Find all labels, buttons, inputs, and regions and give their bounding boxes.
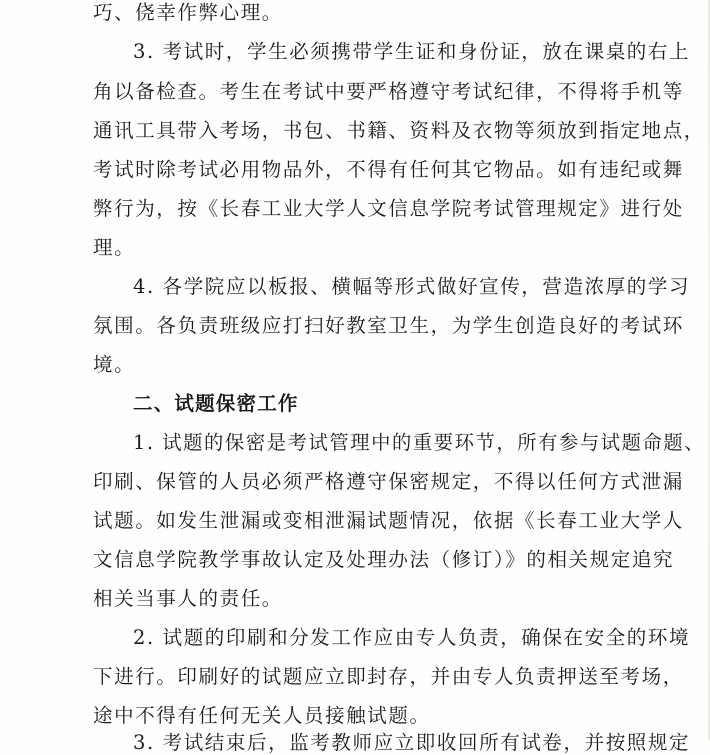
text-line: 试题。如发生泄漏或变相泄漏试题情况，依据《长春工业大学人 [93,509,684,532]
text-line: 角以备检查。考生在考试中要严格遵守考试纪律，不得将手机等 [93,80,684,103]
text-line: 弊行为，按《长春工业大学人文信息学院考试管理规定》进行处 [93,197,684,220]
text-line: 3. 考试结束后，监考教师应立即收回所有试卷，并按照规定 [133,731,691,754]
text-line: 考试时除考试必用物品外，不得有任何其它物品。如有违纪或舞 [93,158,684,181]
section-heading: 二、试题保密工作 [133,392,299,415]
text-line: 2. 试题的印刷和分发工作应由专人负责，确保在安全的环境 [133,626,691,649]
text-line: 1. 试题的保密是考试管理中的重要环节，所有参与试题命题、 [133,431,706,454]
text-line: 下进行。印刷好的试题应立即封存，并由专人负责押送至考场， [93,665,684,688]
text-line: 理。 [93,236,136,259]
text-line: 巧、侥幸作弊心理。 [93,1,283,24]
text-line: 相关当事人的责任。 [93,587,283,610]
text-line: 通讯工具带入考场，书包、书籍、资料及衣物等须放到指定地点， [93,119,705,142]
text-line: 文信息学院教学事故认定及处理办法（修订）》的相关规定追究 [93,548,675,571]
text-line: 氛围。各负责班级应打扫好教室卫生，为学生创造良好的考试环 [93,314,684,337]
text-line: 4. 各学院应以板报、横幅等形式做好宣传，营造浓厚的学习 [133,275,691,298]
text-line: 3. 考试时，学生必须携带学生证和身份证，放在课桌的右上 [133,40,691,63]
text-line: 印刷、保管的人员必须严格遵守保密规定，不得以任何方式泄漏 [93,470,684,493]
text-line: 境。 [93,353,136,376]
text-line: 途中不得有任何无关人员接触试题。 [93,704,431,727]
